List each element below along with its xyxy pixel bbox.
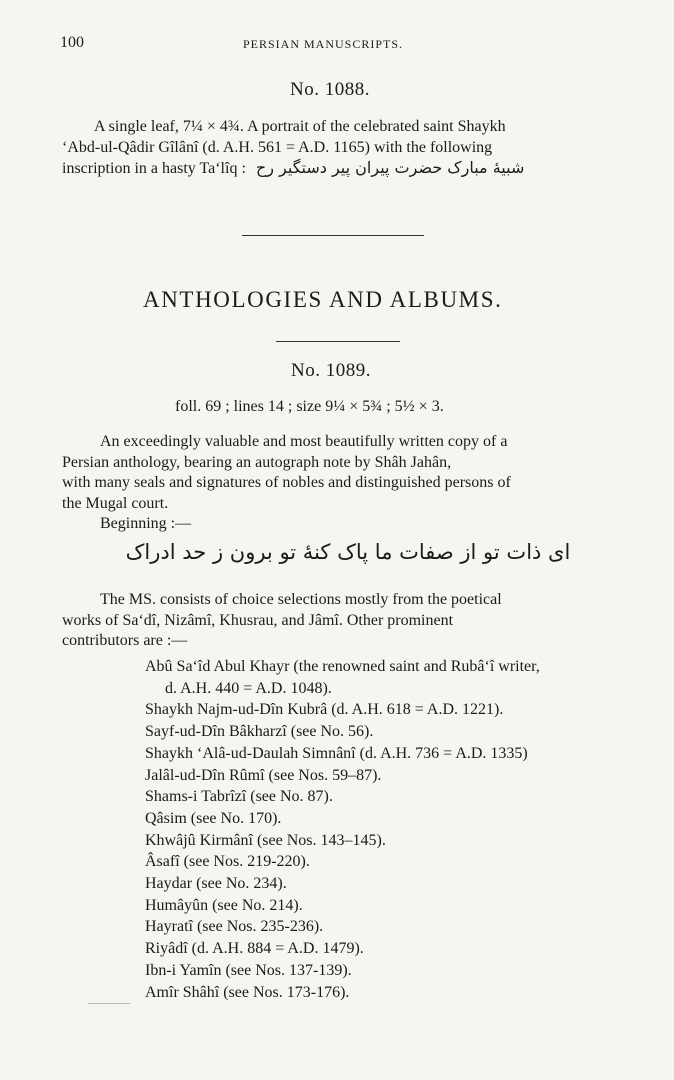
- running-title: PERSIAN MANUSCRIPTS.: [243, 37, 404, 51]
- beginning-label: Beginning :—: [100, 515, 192, 532]
- section-divider: [242, 235, 424, 236]
- contributor-item-continuation: d. A.H. 440 = A.D. 1048).: [165, 679, 332, 697]
- description-line: with many seals and signatures of nobles and distinguished persons of: [62, 474, 511, 491]
- contributor-item: Shaykh ‘Alâ-ud-Daulah Simnânî (d. A.H. 736 = A.D. 1335): [145, 744, 528, 762]
- contributor-item: Qâsim (see No. 170).: [145, 809, 282, 827]
- contents-intro: [62, 590, 502, 652]
- description-line: the Mugal court.: [62, 494, 169, 512]
- contents-line: The MS. consists of choice selections mostly from the poetical: [100, 591, 502, 608]
- section-heading: ANTHOLOGIES AND ALBUMS.: [143, 287, 503, 312]
- contributors-list: [145, 656, 540, 1003]
- contributor-item: Âsafî (see Nos. 219-220).: [145, 853, 310, 871]
- entry-1088-description: [62, 117, 524, 180]
- entry-1088-line: ‘Abd-ul-Qâdir Gîlânî (d. A.H. 561 = A.D. 1165) with the following: [62, 138, 493, 156]
- contributor-item: Hayratî (see Nos. 235-236).: [145, 918, 324, 936]
- entry-number-1089: No. 1089.: [291, 360, 371, 381]
- persian-inscription: شبیهٔ مبارک حضرت پیران پیر دستگیر رح: [255, 158, 525, 177]
- heading-rule: [276, 341, 400, 342]
- contents-line: works of Sa‘dî, Nizâmî, Khusrau, and Jâmî. Other prominent: [62, 611, 454, 629]
- entry-1088-line: [62, 158, 524, 180]
- beginning-verse: ای ذات تو از صفات ما پاک کنهٔ تو برون ز حد ادراک: [125, 540, 571, 564]
- contents-line: contributors are :—: [62, 632, 188, 649]
- contributor-item: Amîr Shâhî (see Nos. 173-176).: [145, 983, 350, 1001]
- contributor-item: Abû Sa‘îd Abul Khayr (the renowned saint and Rubâ‘î writer,: [145, 658, 540, 675]
- contributor-item: Jalâl-ud-Dîn Rûmî (see Nos. 59–87).: [145, 766, 382, 784]
- physical-description: foll. 69 ; lines 14 ; size 9¼ × 5¾ ; 5½ × 3.: [175, 398, 444, 415]
- contributor-item: Shaykh Najm-ud-Dîn Kubrâ (d. A.H. 618 = A.D. 1221).: [145, 701, 504, 719]
- entry-number-1088: No. 1088.: [290, 79, 370, 100]
- page-number: 100: [60, 34, 84, 51]
- entry-1088-line: A single leaf, 7¼ × 4¾. A portrait of the celebrated saint Shaykh: [94, 118, 506, 135]
- stray-mark: [88, 1003, 130, 1004]
- contributor-item: Humâyûn (see No. 214).: [145, 896, 303, 914]
- contributor-item: Shams-i Tabrîzî (see No. 87).: [145, 788, 333, 806]
- description-line: An exceedingly valuable and most beautifully written copy of a: [100, 433, 508, 450]
- contributor-item: Riyâdî (d. A.H. 884 = A.D. 1479).: [145, 940, 364, 958]
- entry-1088-line-text: inscription in a hasty Ta‘lîq :: [62, 160, 246, 177]
- contributor-item: Ibn-i Yamîn (see Nos. 137-139).: [145, 961, 352, 979]
- contributor-item: Haydar (see No. 234).: [145, 875, 287, 893]
- entry-1089-description: [62, 432, 511, 535]
- description-line: Persian anthology, bearing an autograph note by Shâh Jahân,: [62, 453, 452, 471]
- contributor-item: Sayf-ud-Dîn Bâkharzî (see No. 56).: [145, 723, 374, 741]
- contributor-item: Khwâjû Kirmânî (see Nos. 143–145).: [145, 831, 386, 849]
